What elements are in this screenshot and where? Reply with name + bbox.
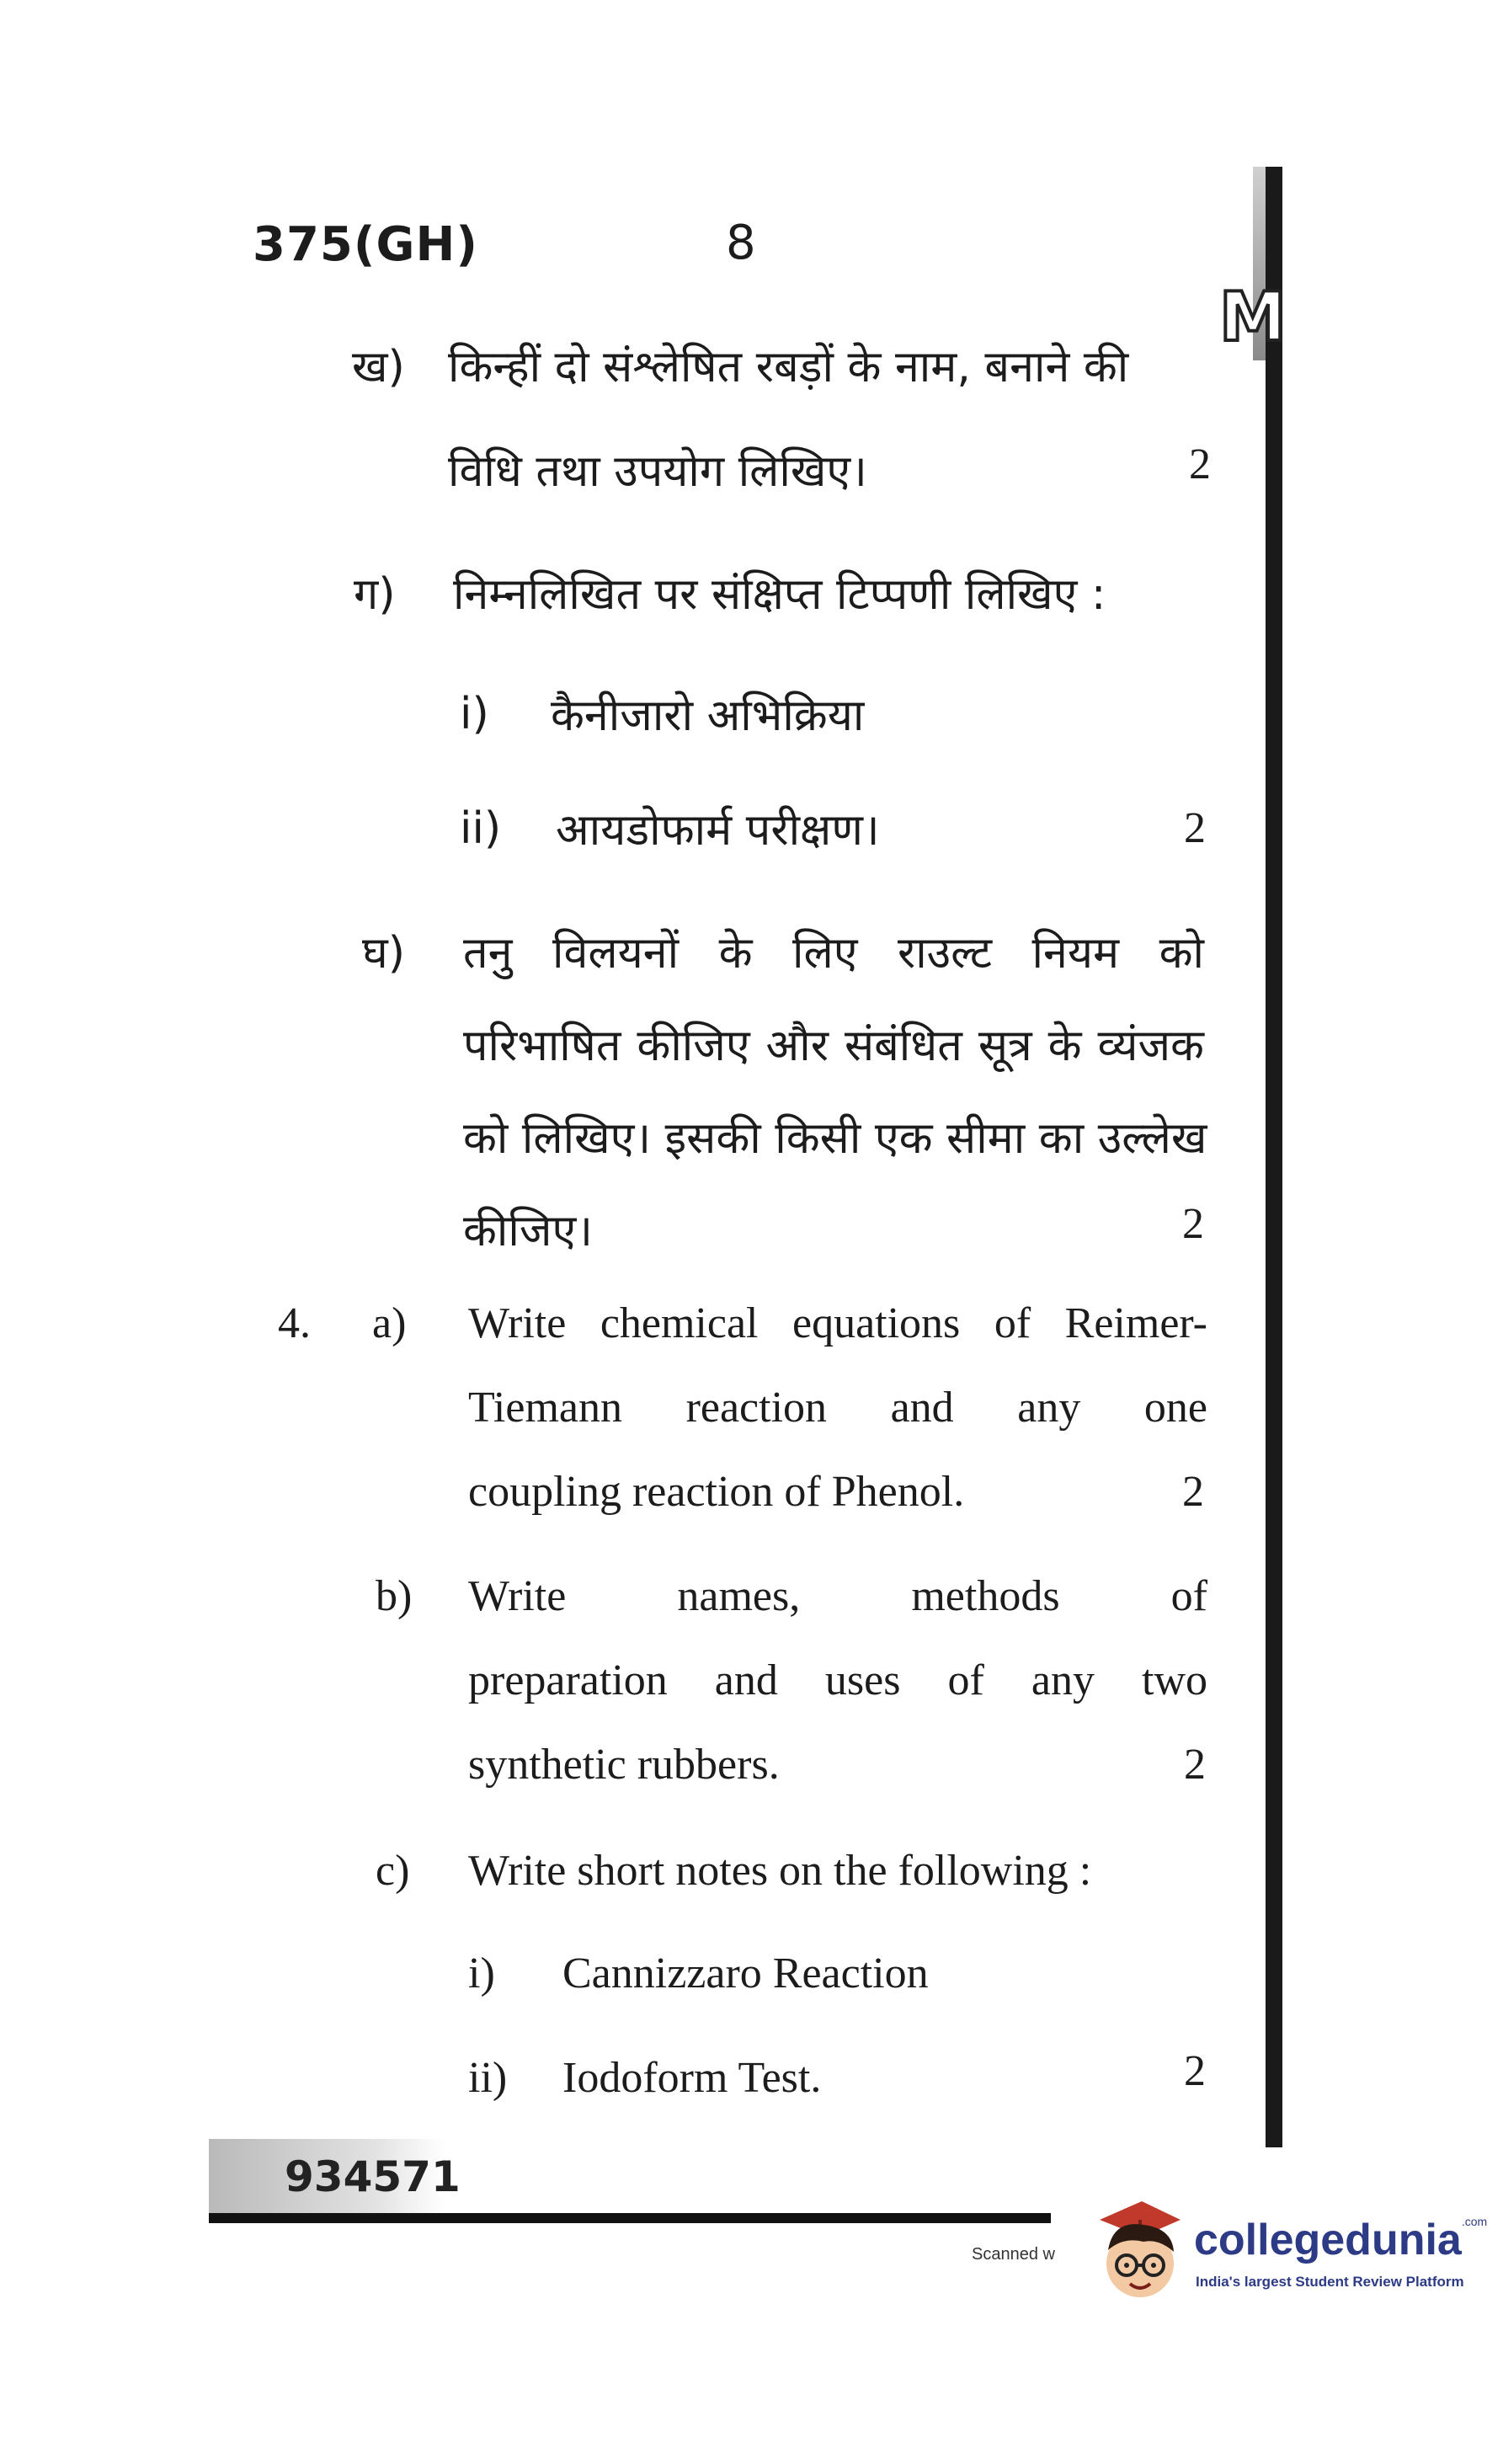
scanned-watermark: Scanned w [972,2245,1055,2264]
page-number: 8 [726,216,756,270]
question-ga-sub-i-text: कैनीजारो अभिक्रिया [551,691,865,741]
question-ga-text: निम्नलिखित पर संक्षिप्त टिप्पणी लिखिए : [453,569,1106,620]
question-label-ga: ग) [354,569,396,620]
question-gha-marks: 2 [1182,1200,1204,1248]
logo-tagline: India's largest Student Review Platform [1196,2274,1464,2290]
question-4b-line-1: Write names, methods of [468,1572,1207,1620]
question-4a-marks: 2 [1182,1468,1204,1516]
question-4a-label: a) [372,1299,407,1347]
question-4c-label: c) [376,1847,410,1895]
question-ga-sub-ii-text: आयडोफार्म परीक्षण। [556,805,880,856]
question-ga-sub-i-label: i) [460,689,489,739]
question-4c-marks: 2 [1184,2047,1206,2095]
edge-letter: M [1219,278,1287,356]
question-4-number: 4. [278,1299,311,1347]
logo-suffix: .com [1461,2215,1488,2228]
question-gha-line-2: परिभाषित कीजिए और संबंधित सूत्र के व्यंजक [463,1021,1204,1071]
scan-edge-bar [1266,167,1282,2147]
question-kha-marks: 2 [1189,440,1211,488]
question-4c-text: Write short notes on the following : [468,1847,1092,1895]
question-ga-sub-ii-label: ii) [460,803,502,854]
collegedunia-mascot-icon [1093,2195,1186,2312]
question-gha-line-3: को लिखिए। इसकी किसी एक सीमा का उल्लेख [463,1113,1207,1164]
question-kha-line-2: विधि तथा उपयोग लिखिए। [448,446,867,497]
question-label-gha: घ) [362,928,406,979]
question-4a-line-3: coupling reaction of Phenol. [468,1468,965,1516]
question-kha-line-1 [448,335,1223,395]
question-4c-sub-ii-text: Iodoform Test. [562,2054,822,2102]
question-4b-line-3: synthetic rubbers. [468,1741,780,1789]
footer-rule [209,2213,1051,2223]
question-gha-line-4: कीजिए। [463,1206,593,1256]
question-ga-marks: 2 [1184,804,1206,852]
question-4a-line-1: Write chemical equations of Reimer- [468,1299,1207,1347]
question-4c-sub-ii-label: ii) [468,2054,508,2102]
question-4b-line-2: preparation and uses of any two [468,1656,1207,1704]
logo-name: collegedunia [1194,2216,1462,2264]
question-gha-line-1: तनु विलयनों के लिए राउल्ट नियम को [463,928,1204,979]
question-label-kha: ख) [352,342,405,392]
question-kha-line-1-text: किन्हीं दो संश्लेषित रबड़ों के नाम, बनाने की [448,342,1129,392]
paper-code: 375(GH) [253,217,478,272]
question-4a-line-2: Tiemann reaction and any one [468,1384,1207,1432]
question-4c-sub-i-label: i) [468,1949,495,1997]
question-4c-sub-i-text: Cannizzaro Reaction [562,1949,929,1997]
roll-number: 934571 [285,2152,461,2201]
question-4b-marks: 2 [1184,1741,1206,1789]
question-4b-label: b) [376,1572,413,1620]
logo-wordmark [1194,2215,1487,2265]
